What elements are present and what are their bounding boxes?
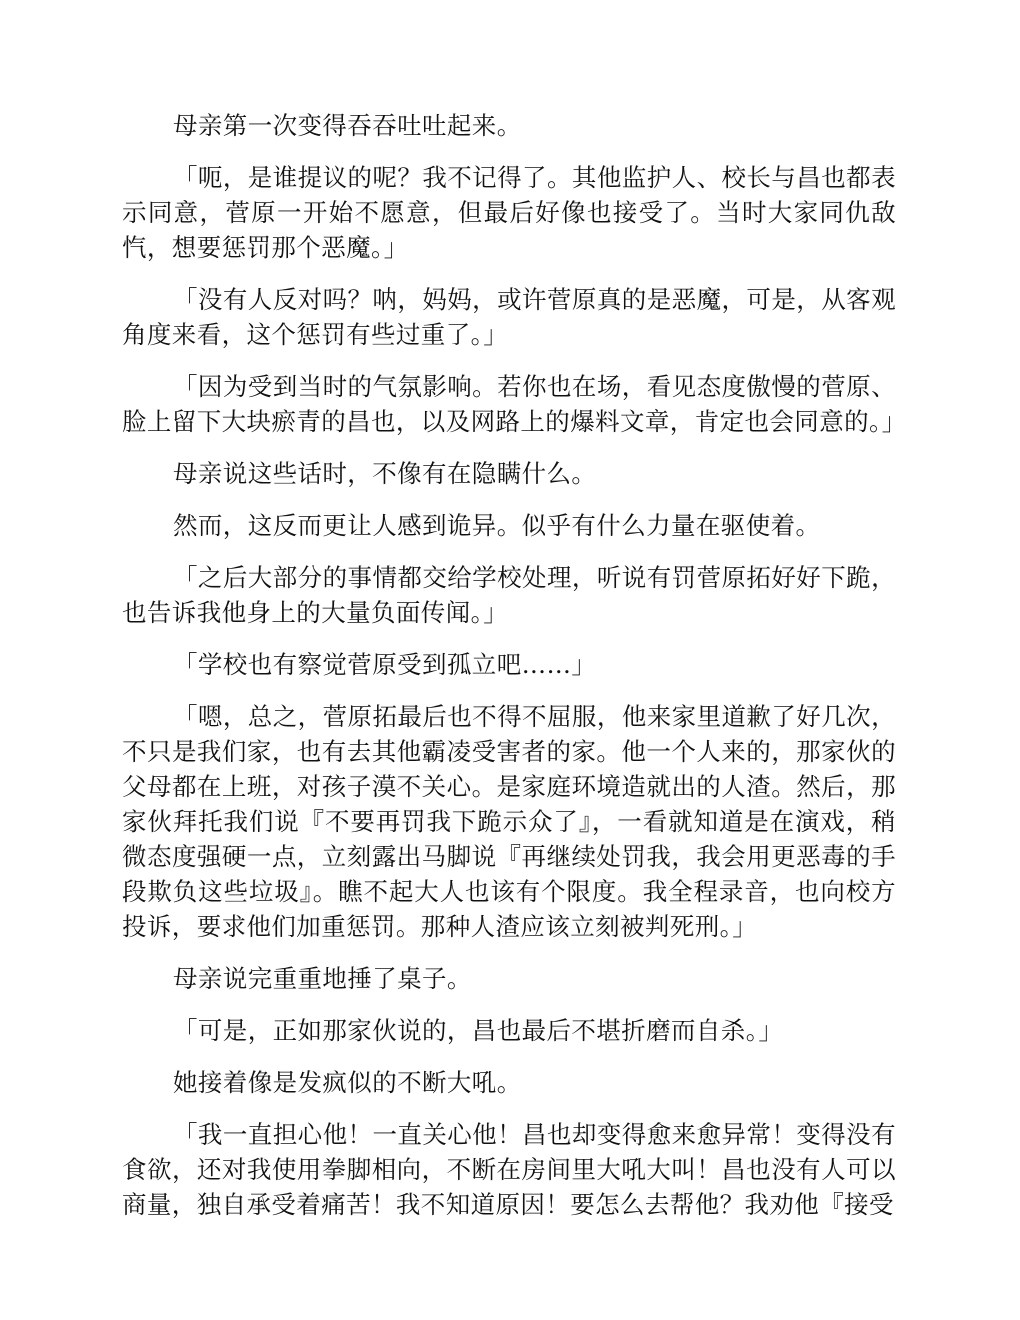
paragraph: 「没有人反对吗？呐，妈妈，或许菅原真的是恶魔，可是，从客观角度来看，这个惩罚有些过重了。」 (122, 285, 896, 349)
paragraph: 母亲第一次变得吞吞吐吐起来。 (173, 111, 522, 140)
paragraph: 「呃，是谁提议的呢？我不记得了。其他监护人、校长与昌也都表示同意，菅原一开始不愿意，但最后好像也接受了。当时大家同仇敌忾，想要惩罚那个恶魔。」 (122, 163, 896, 262)
paragraph: 母亲说完重重地捶了桌子。 (173, 964, 472, 993)
paragraph: 母亲说这些话时，不像有在隐瞒什么。 (173, 459, 597, 488)
paragraph: 「可是，正如那家伙说的，昌也最后不堪折磨而自杀。」 (173, 1016, 784, 1045)
paragraph: 「我一直担心他！一直关心他！昌也却变得愈来愈异常！变得没有食欲，还对我使用拳脚相向，不断在房间里大吼大叫！昌也没有人可以商量，独自承受着痛苦！我不知道原因！要怎么去帮他？我劝他『接受 (122, 1120, 896, 1219)
paragraph: 「学校也有察觉菅原受到孤立吧……」 (173, 650, 597, 679)
paragraph: 「之后大部分的事情都交给学校处理，听说有罚菅原拓好好下跪，也告诉我他身上的大量负面传闻。」 (122, 563, 896, 627)
paragraph: 她接着像是发疯似的不断大吼。 (173, 1068, 522, 1097)
body-text (122, 108, 907, 1239)
paragraph: 「嗯，总之，菅原拓最后也不得不屈服，他来家里道歉了好几次，不只是我们家，也有去其他霸凌受害者的家。他一个人来的，那家伙的父母都在上班，对孩子漠不关心。是家庭环境造就出的人渣。然后，那家伙拜托我们说『不要再罚我下跪示众了』，一看就知道是在演戏，稍微态度强硬一点，立刻露出马脚说『再继续处罚我，我会用更恶毒的手段欺负这些垃圾』。瞧不起大人也该有个限度。我全程录音，也向校方投诉，要求他们加重惩罚。那种人渣应该立刻被判死刑。」 (122, 702, 896, 941)
paragraph: 然而，这反而更让人感到诡异。似乎有什么力量在驱使着。 (173, 511, 821, 540)
paragraph: 「因为受到当时的气氛影响。若你也在场，看见态度傲慢的菅原、脸上留下大块瘀青的昌也，以及网路上的爆料文章，肯定也会同意的。」 (122, 372, 907, 436)
